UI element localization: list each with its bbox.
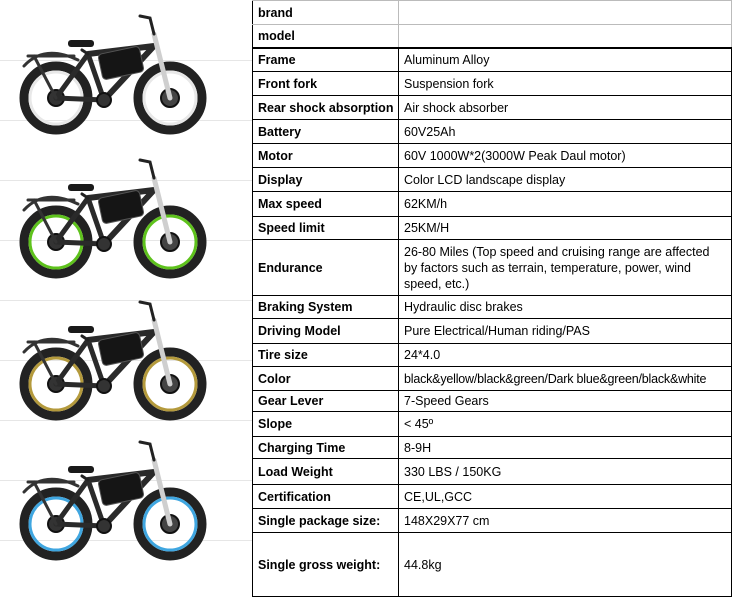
spec-value: 60V25Ah [399,120,732,144]
spec-value: black&yellow/black&green/Dark blue&green/black&white [399,367,732,391]
spec-label: Frame [253,48,399,72]
spec-value: Color LCD landscape display [399,168,732,192]
bike-image-green-rims [4,148,214,288]
spec-label: Speed limit [253,217,399,240]
bike-image-white-rims [4,4,214,144]
spec-value: 330 LBS / 150KG [399,459,732,485]
spec-row [253,192,732,217]
spec-value: < 45º [399,412,732,437]
spec-row [253,509,732,533]
spec-label: Motor [253,144,399,168]
spec-value: 62KM/h [399,192,732,217]
spec-value: 7-Speed Gears [399,391,732,412]
spec-row [253,296,732,319]
spec-value: 25KM/H [399,217,732,240]
spec-label: Endurance [253,240,399,296]
spec-label: model [253,25,399,48]
spec-label: Display [253,168,399,192]
spec-label: brand [253,1,399,25]
spec-label: Battery [253,120,399,144]
spec-label: Tire size [253,344,399,367]
spec-value: Air shock absorber [399,96,732,120]
spec-value: 26-80 Miles (Top speed and cruising range are affected by factors such as terrain, temperature, power, wind speed, etc.) [399,240,732,296]
spec-row [253,168,732,192]
product-images-column [0,0,252,600]
spec-label: Slope [253,412,399,437]
spec-row [253,533,732,597]
spec-value: Pure Electrical/Human riding/PAS [399,319,732,344]
spec-row [253,72,732,96]
spec-value: Suspension fork [399,72,732,96]
spec-value [399,25,732,48]
spec-row [253,391,732,412]
spec-row [253,437,732,459]
spec-value: 24*4.0 [399,344,732,367]
spec-row [253,1,732,25]
spec-value: CE,UL,GCC [399,485,732,509]
spec-row [253,25,732,48]
spec-row [253,485,732,509]
spec-value: 148X29X77 cm [399,509,732,533]
spec-row [253,96,732,120]
spec-value: 8-9H [399,437,732,459]
spec-label: Load Weight [253,459,399,485]
spec-value [399,1,732,25]
spec-label: Certification [253,485,399,509]
spec-value: Hydraulic disc brakes [399,296,732,319]
spec-row [253,319,732,344]
spec-value: 44.8kg [399,533,732,597]
spec-row [253,412,732,437]
spec-row [253,217,732,240]
spec-table [252,0,732,597]
bike-image-blue-rims [4,430,214,570]
spec-row [253,144,732,168]
spec-row [253,367,732,391]
spec-label: Driving Model [253,319,399,344]
spec-label: Braking System [253,296,399,319]
spec-row [253,48,732,72]
spec-row [253,120,732,144]
spec-row [253,240,732,296]
spec-label: Rear shock absorption [253,96,399,120]
bike-image-gold-rims [4,290,214,430]
spec-row [253,344,732,367]
spec-label: Color [253,367,399,391]
spec-label: Single package size: [253,509,399,533]
spec-row [253,459,732,485]
spec-label: Max speed [253,192,399,217]
spec-label: Gear Lever [253,391,399,412]
spec-label: Front fork [253,72,399,96]
spec-label: Charging Time [253,437,399,459]
spec-label: Single gross weight: [253,533,399,597]
spec-value: 60V 1000W*2(3000W Peak Daul motor) [399,144,732,168]
spec-value: Aluminum Alloy [399,48,732,72]
